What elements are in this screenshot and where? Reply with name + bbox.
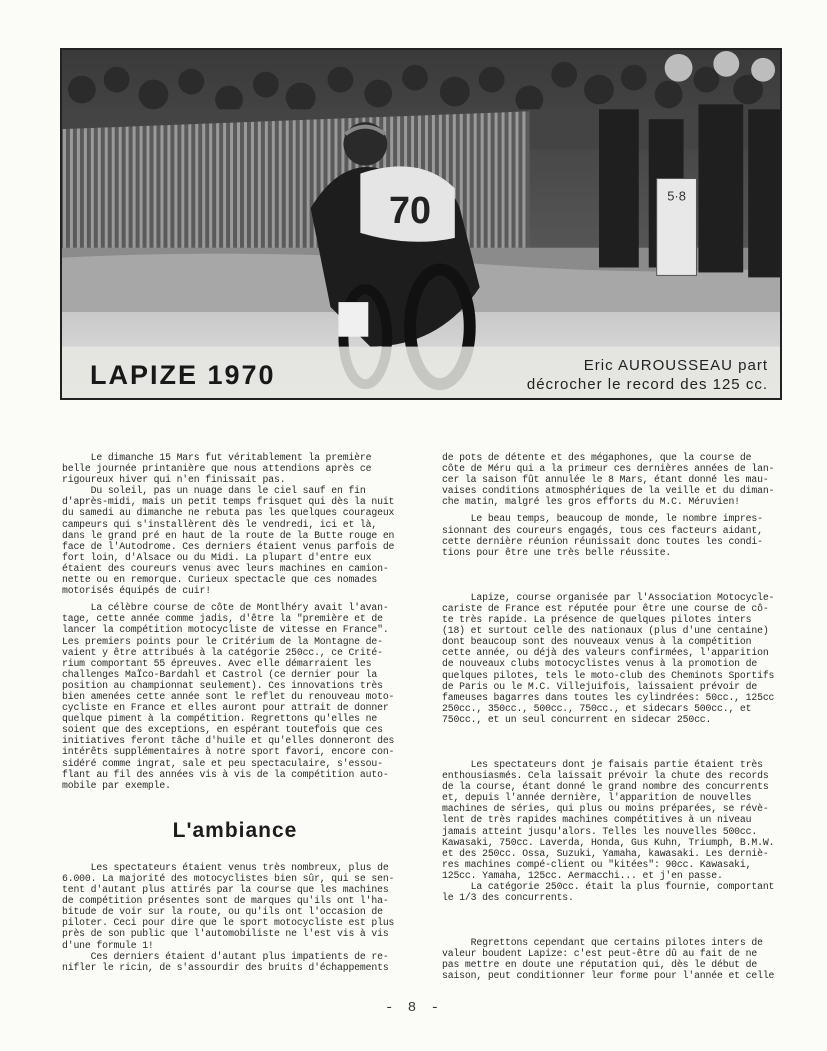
- text-line: côte de Méru qui a la primeur ces dernières années de lan-: [442, 463, 775, 475]
- text-line: et, depuis l'année dernière, l'apparition de nouvelles: [442, 792, 752, 804]
- text-line: Le dimanche 15 Mars fut véritablement la première: [62, 452, 372, 463]
- text-line: che matin, malgré les gros efforts du M.C. Méruvien!: [442, 496, 740, 508]
- text-line: motorisés équipés de cuir!: [62, 585, 211, 597]
- caption-line-2: décrocher le record des 125 cc.: [526, 376, 768, 393]
- photo-caption: [527, 356, 768, 394]
- text-line: Les spectateurs étaient venus très nombreux, plus de: [62, 861, 389, 873]
- text-line: position au championnat seulement). Ces innovations très: [62, 679, 383, 691]
- marker-text: 5·8: [667, 188, 686, 204]
- text-line: bitude de voir sur la route, ou qu'ils ont l'occasion de: [62, 906, 383, 918]
- text-line: pas mettre en doute une réputation qui, dès le début de: [442, 959, 758, 971]
- text-line: cycliste en France et elles auront pour attrait de donner: [62, 702, 389, 714]
- text-line: d'après-midi, mais un petit temps frisquet qui dès la nuit: [62, 496, 395, 508]
- race-photo: [60, 48, 782, 400]
- text-line: jamais atteint jusqu'alors. Telles les nouvelles 500cc.: [442, 825, 758, 837]
- text-line: cer la saison fût annulée le 8 Mars, étant donné les mau-: [442, 474, 769, 486]
- text-line: 250cc., 350cc., 500cc., 750cc., et sidecars 500cc., et: [442, 702, 752, 714]
- text-line: cette dernière réunion réunissait donc toutes les condi-: [442, 535, 763, 547]
- text-line: de compétition présentes sont de marques qu'ils ont l'ha-: [62, 895, 389, 907]
- text-line: face de l'Autodrome. Ces derniers étaient venus parfois de: [62, 540, 395, 552]
- text-line: initiatives feront tâche d'huile et qu'elles donneront des: [62, 735, 395, 747]
- text-line: intérêts supplémentaires à notre sport favori, encore con-: [62, 746, 395, 758]
- text-line: sidéré comme ingrat, sale et peu spectaculaire, s'essou-: [62, 757, 383, 769]
- photo-title: LAPIZE 1970: [90, 360, 276, 390]
- text-line: lancer la compétition motocycliste de vitesse en France".: [62, 624, 389, 636]
- text-line: Kawasaki, 750cc. Laverda, Honda, Gus Kuhn, Triumph, B.M.W.: [442, 836, 775, 848]
- text-line: challenges MaÏco-Bardahl et Castrol (ce dernier pour la: [62, 668, 378, 680]
- text-line: le 1/3 des concurrents.: [442, 892, 574, 904]
- text-line: étaient des coureurs venus avec leurs machines en camion-: [62, 562, 389, 574]
- text-line: vaient y être attribués à la catégorie 250cc., ce Crité-: [62, 646, 383, 658]
- text-line: nette ou en remorque. Curieux spectacle que ces nomades: [62, 574, 378, 586]
- text-line: (18) et surtout celle des nationaux (plus d'une centaine): [442, 625, 769, 637]
- text-line: belle journée printanière que nous attendions après ce: [62, 463, 372, 475]
- text-line: Lapize, course organisée par l'Association Motocycle-: [442, 591, 775, 603]
- text-line: Du soleil, pas un nuage dans le ciel sauf en fin: [62, 485, 366, 497]
- text-line: La catégorie 250cc. était la plus fournie, comportant: [442, 881, 775, 892]
- text-line: valeur boudent Lapize: c'est peut-être dû au fait de ne: [442, 948, 758, 960]
- left-paragraph-1: [62, 452, 408, 596]
- text-line: flant au fil des années vis à vis de la compétition auto-: [62, 768, 389, 780]
- text-line: La célèbre course de côte de Montlhéry avait l'avan-: [62, 602, 389, 614]
- text-line: et des 250cc. Ossa, Suzuki, Yamaha, kawasaki. Les derniè-: [442, 847, 769, 859]
- text-line: dont beaucoup sont des nouveaux venus à la compétition: [442, 636, 752, 648]
- rider-number: 70: [389, 189, 432, 231]
- text-line: tions pour être une très belle réussite.: [442, 546, 672, 558]
- text-line: piloter. Ceci pour dire que le sport motocycliste est plus: [62, 917, 395, 929]
- text-line: Le beau temps, beaucoup de monde, le nombre impres-: [442, 513, 763, 525]
- right-paragraph-2: [442, 513, 790, 557]
- text-line: tage, cette année comme jadis, d'être la "première et de: [62, 613, 383, 625]
- text-line: fort loin, d'Alsace ou du Midi. La plupart d'entre eux: [62, 551, 372, 563]
- text-line: cette année, ou déjà des valeurs confirmées, l'apparition: [442, 647, 769, 659]
- caption-line-1: Eric AUROUSSEAU part: [583, 357, 768, 374]
- text-line: tent d'autant plus attirés par la course que les machines: [62, 884, 389, 896]
- text-line: enthousiasmés. Cela laissait prévoir la chute des records: [442, 770, 769, 782]
- text-line: 6.000. La majorité des motocyclistes bien sûr, qui se sen-: [62, 873, 395, 884]
- text-line: soient que des exceptions, en espérant toutefois que ces: [62, 724, 383, 736]
- left-column: [62, 452, 408, 973]
- page-number: - 8 -: [384, 1000, 442, 1016]
- text-line: sionnant des coureurs engagés, tous ces facteurs aidant,: [442, 524, 763, 536]
- text-line: lent de très rapides machines compétitives à un niveau: [442, 814, 752, 826]
- text-line: machines de séries, qui plus ou moins préparées, se révè-: [442, 803, 769, 815]
- text-line: fameuses bagarres dans toutes les cylindrées: 50cc., 125cc: [442, 691, 775, 703]
- right-paragraph-4: [442, 759, 790, 903]
- text-line: bien amenées cette année sont le reflet du renouveau moto-: [62, 690, 395, 702]
- left-paragraph-2: [62, 602, 408, 791]
- text-line: te très rapide. La présence de quelques pilotes inters: [442, 614, 752, 626]
- text-line: du samedi au dimanche ne rebuta pas les quelques courageux: [62, 507, 395, 519]
- text-line: quelques pilotes, tels le moto-club des Cheminots Sportifs: [442, 669, 775, 681]
- text-line: 750cc., et un seul concurrent en sidecar 250cc.: [442, 713, 712, 725]
- left-paragraph-3: [62, 862, 408, 973]
- text-line: près de son public que l'automobiliste ne l'est vis à vis: [62, 928, 389, 940]
- text-line: de nouveaux clubs motocyclistes venus à la promotion de: [442, 658, 758, 670]
- section-title: L'ambiance: [172, 818, 298, 842]
- text-line: cariste de France est réputée pour être une course de cô-: [442, 602, 769, 614]
- text-line: 125cc. Yamaha, 125cc. Aermacchi... et j'en passe.: [442, 869, 723, 881]
- text-line: mobile par exemple.: [62, 779, 171, 791]
- text-line: nifler le ricin, de s'assourdir des bruits d'échappements: [62, 961, 389, 973]
- motorcycle-race-image: [62, 50, 780, 398]
- text-line: rium comportant 55 épreuves. Avec elle démarraient les: [62, 657, 372, 669]
- right-paragraph-5: [442, 937, 790, 981]
- text-line: dans le grand pré en haut de la route de la Butte rouge en: [62, 529, 395, 541]
- text-line: Les spectateurs dont je faisais partie étaient très: [442, 758, 763, 770]
- text-line: d'une formule 1!: [62, 939, 154, 951]
- text-line: de Paris ou le M.C. Villejuifois, laissaient prévoir de: [442, 680, 758, 692]
- text-line: vaises conditions atmosphériques de la veille et du diman-: [442, 485, 775, 497]
- text-line: de la course, étant donné le grand nombre des concurrents: [442, 781, 769, 793]
- text-line: campeurs qui s'installèrent dès le vendredi, ici et là,: [62, 518, 378, 530]
- text-line: Ces derniers étaient d'autant plus impatients de re-: [62, 950, 389, 962]
- text-line: Les premiers points pour le Critérium de la Montagne de-: [62, 635, 383, 647]
- text-line: de pots de détente et des mégaphones, que la course de: [442, 452, 752, 463]
- text-line: Regrettons cependant que certains pilotes inters de: [442, 937, 763, 949]
- text-line: saison, peut conditionner leur forme pour l'année et celle: [442, 970, 775, 982]
- right-paragraph-1: [442, 452, 790, 507]
- right-column: [442, 452, 790, 982]
- text-line: res machines compé-client ou "kitées": 90cc. Kawasaki,: [442, 858, 752, 870]
- text-line: rigoureux hiver qui n'en finissait pas.: [62, 474, 286, 486]
- text-line: quelque piment à la compétition. Regrettons qu'elles ne: [62, 713, 378, 725]
- right-paragraph-3: [442, 592, 790, 725]
